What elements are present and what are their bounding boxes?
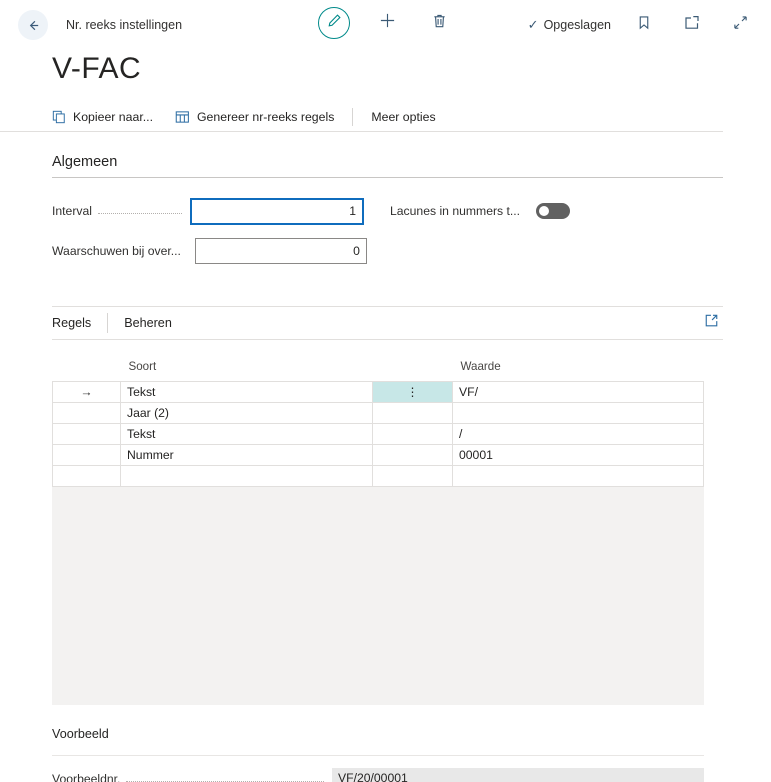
- tab-beheren[interactable]: Beheren: [124, 316, 172, 330]
- lines-grid-container: [52, 360, 704, 705]
- bookmark-icon: [637, 15, 651, 35]
- action-ribbon: [0, 102, 723, 132]
- cell-actions[interactable]: [373, 403, 453, 424]
- general-fields: [52, 178, 723, 276]
- preview-section-title: Voorbeeld: [52, 727, 109, 741]
- back-button[interactable]: [18, 10, 48, 40]
- expand-icon: [733, 15, 748, 35]
- open-in-excel-button[interactable]: [704, 313, 719, 333]
- row-menu-button[interactable]: [373, 382, 453, 403]
- preview-value: VF/20/00001: [332, 768, 704, 782]
- grid-col-soort: Soort: [121, 360, 373, 382]
- top-bar: [0, 0, 771, 50]
- cell-waarde[interactable]: /: [453, 424, 704, 445]
- table-row[interactable]: [53, 466, 704, 487]
- copy-icon: [52, 110, 66, 124]
- interval-input[interactable]: [190, 198, 364, 225]
- gaps-label: Lacunes in nummers t...: [390, 204, 521, 218]
- interval-field-row: [52, 196, 364, 226]
- top-bar-actions: [318, 7, 454, 39]
- breadcrumb: Nr. reeks instellingen: [66, 18, 183, 32]
- cell-soort[interactable]: Nummer: [121, 445, 373, 466]
- warn-label: Waarschuwen bij over...: [52, 244, 181, 258]
- grid-col-actions: [373, 360, 453, 382]
- lines-toolbar: [52, 306, 723, 340]
- table-row[interactable]: [53, 424, 704, 445]
- interval-label: Interval: [52, 204, 92, 218]
- cell-waarde[interactable]: [453, 403, 704, 424]
- cell-soort[interactable]: Tekst: [121, 424, 373, 445]
- toggle-knob: [539, 206, 549, 216]
- table-row[interactable]: [53, 445, 704, 466]
- row-indicator: [53, 403, 121, 424]
- cell-actions[interactable]: [373, 466, 453, 487]
- generate-lines-icon: [175, 110, 190, 124]
- more-options-label: Meer opties: [371, 109, 436, 124]
- grid-header: [53, 360, 704, 382]
- row-indicator: [53, 466, 121, 487]
- gaps-field-row: [390, 196, 570, 226]
- open-in-excel-icon: [704, 313, 719, 333]
- trash-icon: [432, 13, 447, 34]
- cell-waarde[interactable]: [453, 466, 704, 487]
- general-section-title: Algemeen: [52, 132, 723, 178]
- pencil-icon: [327, 13, 342, 33]
- check-icon: ✓: [527, 17, 539, 32]
- page-title: V-FAC: [52, 52, 142, 85]
- open-in-new-window-icon: [684, 15, 700, 35]
- warn-field-row: [52, 236, 364, 266]
- cell-actions[interactable]: [373, 424, 453, 445]
- gaps-toggle[interactable]: [536, 203, 570, 219]
- table-row[interactable]: [53, 403, 704, 424]
- fullscreen-button[interactable]: [725, 10, 755, 40]
- cell-soort[interactable]: Tekst: [121, 382, 373, 403]
- more-options-button[interactable]: [371, 110, 449, 124]
- delete-button[interactable]: [424, 8, 454, 38]
- general-fields-left: [52, 196, 364, 276]
- generate-lines-label: Genereer nr-reeks regels: [196, 109, 335, 124]
- edit-button[interactable]: [318, 7, 350, 39]
- new-button[interactable]: [372, 8, 402, 38]
- general-section: [0, 132, 723, 276]
- copy-to-label: Kopieer naar...: [73, 109, 153, 124]
- grid-body: [53, 382, 704, 487]
- cell-actions[interactable]: [373, 445, 453, 466]
- save-status: [528, 17, 611, 33]
- cell-waarde[interactable]: 00001: [453, 445, 704, 466]
- table-row[interactable]: [53, 382, 704, 403]
- row-indicator: [53, 445, 121, 466]
- open-in-new-window-button[interactable]: [677, 10, 707, 40]
- top-bar-status: [528, 10, 755, 40]
- copy-to-button[interactable]: [52, 110, 167, 124]
- generate-lines-button[interactable]: [167, 110, 348, 124]
- save-status-label: Opgeslagen: [543, 18, 611, 32]
- lines-grid: [52, 360, 704, 487]
- dot-leader: [98, 204, 182, 214]
- bookmark-button[interactable]: [629, 10, 659, 40]
- lines-divider: [107, 313, 108, 333]
- grid-col-waarde: Waarde: [453, 360, 704, 382]
- dot-leader: [126, 772, 324, 782]
- plus-icon: [379, 12, 396, 34]
- row-indicator: [53, 424, 121, 445]
- arrow-left-icon: [26, 18, 41, 33]
- preview-label: Voorbeeldnr.: [52, 772, 121, 782]
- ribbon-divider: [352, 108, 353, 126]
- more-vertical-icon: ⋮: [406, 385, 419, 399]
- grid-col-indicator: [53, 360, 121, 382]
- cell-waarde[interactable]: VF/: [453, 382, 704, 403]
- row-indicator: →: [53, 382, 121, 403]
- cell-soort[interactable]: [121, 466, 373, 487]
- warn-input[interactable]: [195, 238, 367, 264]
- grid-header-row: [53, 360, 704, 382]
- tab-regels[interactable]: Regels: [52, 316, 92, 330]
- cell-soort[interactable]: Jaar (2): [121, 403, 373, 424]
- preview-row: [52, 755, 704, 782]
